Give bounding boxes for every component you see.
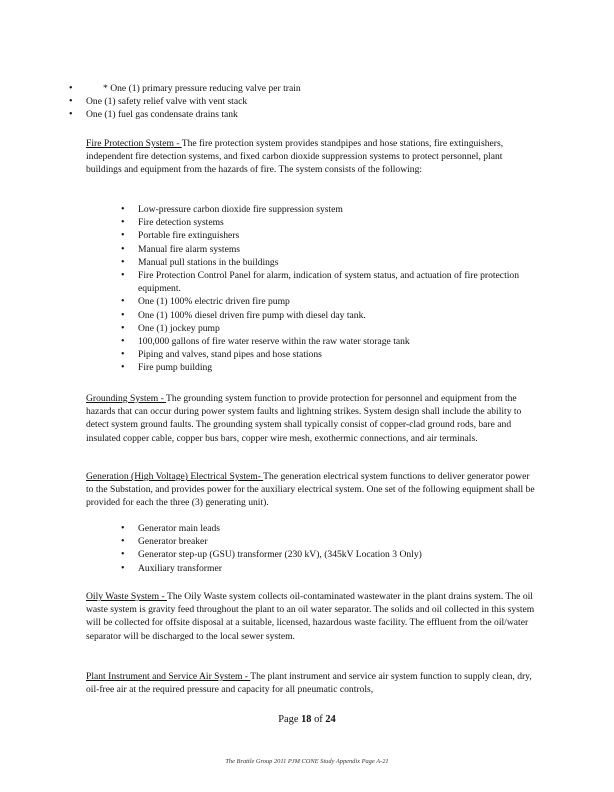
generation-text: The generation electrical system functions to deliver generator power to the Substation, and provides power for the auxiliary electrical system. One set of the following equipment shall be provided for each the three (3) generating unit). [86,471,535,509]
page-number: Page 18 of 24 [278,714,336,725]
plant-air-section [86,670,536,696]
list-item: • One (1) safety relief valve with vent stack [86,95,536,108]
plant-air-paragraph [86,670,536,696]
list-item: • Generator step-up (GSU) transformer (230 kV), (345kV Location 3 Only) [138,548,538,561]
generation-heading: Generation (High Voltage) Electrical System- [86,471,264,482]
generation-list-block [138,522,538,575]
list-item: • 100,000 gallons of fire water reserve within the raw water storage tank [138,335,538,348]
generation-section [86,470,536,510]
grounding-section [86,392,536,445]
top-list-block [86,82,536,122]
footer-text: The Brattle Group 2011 PJM CONE Study Appendix Page A-21 [225,758,389,765]
oily-waste-heading: Oily Waste System - [86,591,167,602]
plant-air-heading: Plant Instrument and Service Air System - [86,671,251,682]
fire-protection-text: The fire protection system provides standpipes and hose stations, fire extinguishers, independent fire detection systems, and fixed carbon dioxide suppression systems to protect personnel, plant buildings and equipment from the hazards of fire. The system consists of the following: [86,138,504,176]
list-item: • Low-pressure carbon dioxide fire suppression system [138,203,538,216]
grounding-heading: Grounding System - [86,393,167,404]
grounding-paragraph [86,392,536,445]
generation-list [138,522,538,575]
fire-protection-paragraph [86,137,536,177]
fire-protection-list [138,203,538,375]
list-item: • Manual fire alarm systems [138,243,538,256]
fire-protection-list-block [138,203,538,375]
list-item: • One (1) jockey pump [138,322,538,335]
current-page: 18 [301,714,312,725]
oily-waste-section [86,590,536,643]
list-item: • Fire detection systems [138,216,538,229]
list-item: • Manual pull stations in the buildings [138,256,538,269]
top-list [86,82,536,122]
list-item: • Generator main leads [138,522,538,535]
list-item: • Portable fire extinguishers [138,229,538,242]
generation-paragraph [86,470,536,510]
list-item: • One (1) fuel gas condensate drains tank [86,108,536,121]
list-item: • Fire pump building [138,361,538,374]
plant-air-text: The plant instrument and service air system function to supply clean, dry, oil-free air at the required pressure and capacity for all pneumatic controls, [86,671,532,696]
grounding-text: The grounding system function to provide protection for personnel and equipment from the hazards that can occur during power system faults and lightning strikes. System design shall include the ability to detect system ground faults. The grounding system shall typically consist of copper-clad ground rods, bare and insulated copper cable, copper bus bars, copper wire mesh, exothermic connections, and air terminals. [86,393,522,444]
fire-protection-heading: Fire Protection System - [86,138,182,149]
oily-waste-text: The Oily Waste system collects oil-contaminated wastewater in the plant drains system. The oil waste system is gravity feed throughout the plant to an oil water separator. The solids and oil collected in this system will be collected for offsite disposal at a suitable, licensed, hazardous waste facility. The effluent from the oil/water separator will be discharged to the local sewer system. [86,591,535,642]
list-item: • Auxiliary transformer [138,562,538,575]
total-pages: 24 [325,714,336,725]
list-item: • Generator breaker [138,535,538,548]
list-item: • Fire Protection Control Panel for alarm, indication of system status, and actuation of fire protection equipment. [138,269,538,295]
list-item: • One (1) 100% diesel driven fire pump with diesel day tank. [138,309,538,322]
list-item: • * One (1) primary pressure reducing valve per train [86,82,536,95]
list-item: • Piping and valves, stand pipes and hose stations [138,348,538,361]
fire-protection-section [86,137,536,177]
oily-waste-paragraph [86,590,536,643]
list-item: • One (1) 100% electric driven fire pump [138,295,538,308]
